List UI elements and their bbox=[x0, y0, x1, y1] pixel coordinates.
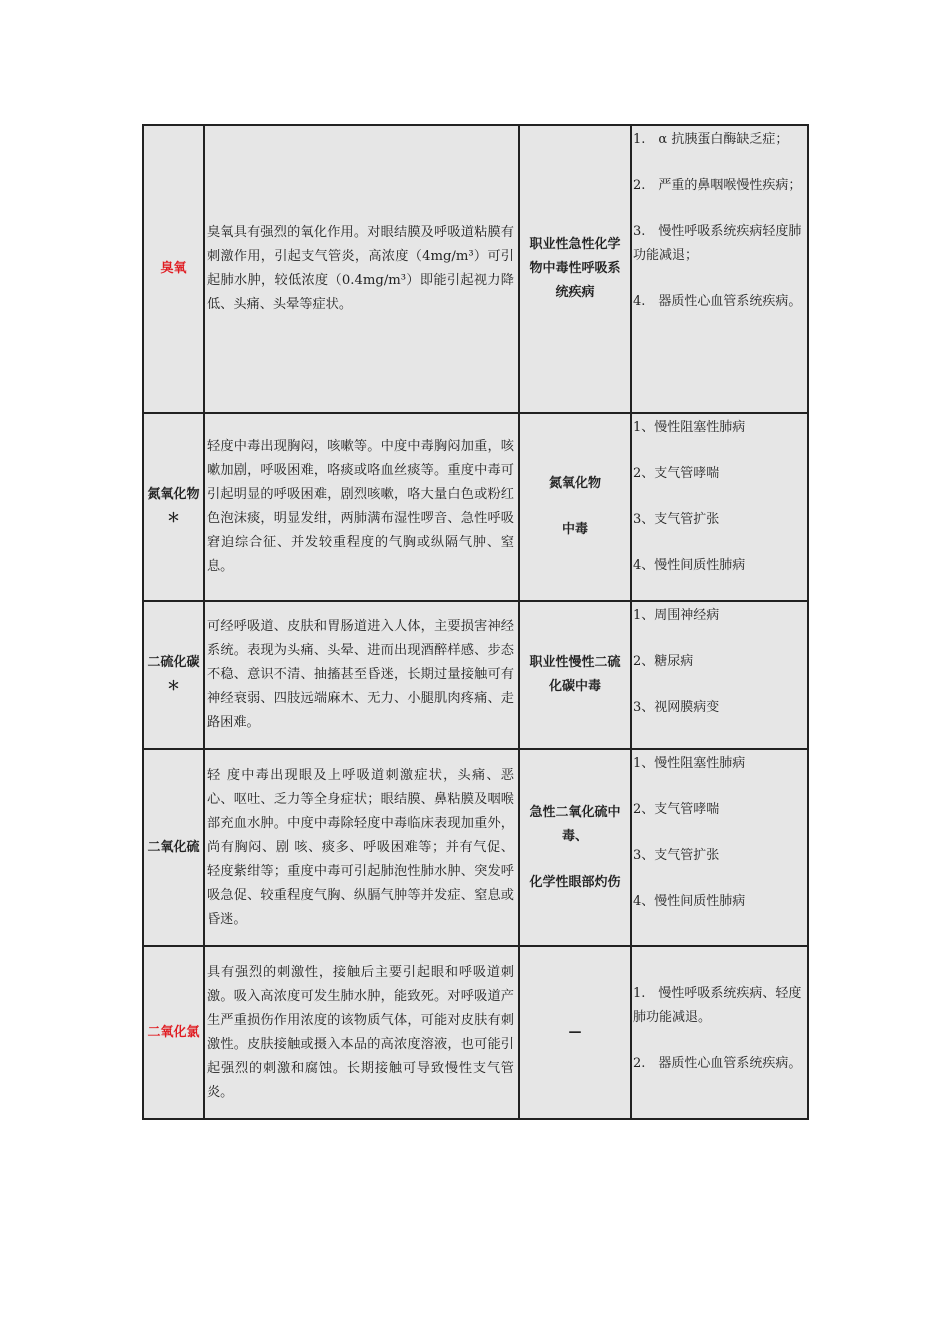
occupational-disease bbox=[519, 601, 631, 749]
hazard-name: 二硫化碳＊ bbox=[143, 601, 204, 749]
hazard-description: 臭氧具有强烈的氧化作用。对眼结膜及呼吸道粘膜有刺激作用，引起支气管炎，高浓度（4mg/m³）可引起肺水肿，较低浓度（0.4mg/m³）即能引起视力降低、头痛、头晕等症状。 bbox=[204, 125, 519, 413]
contraindication-item: 1、慢性阻塞性肺病 bbox=[633, 420, 746, 435]
table-row bbox=[143, 749, 808, 946]
disease-line: 化学性眼部灼伤 bbox=[529, 874, 621, 890]
occupational-disease bbox=[519, 413, 631, 601]
hazard-description: 具有强烈的刺激性，接触后主要引起眼和呼吸道刺激。吸入高浓度可发生肺水肿，能致死。对呼吸道产生严重损伤作用浓度的该物质气体，可能对皮肤有刺激性。皮肤接触或摄入本品的高浓度溶液，也可能引起强烈的刺激和腐蚀。长期接触可导致慢性支气管炎。 bbox=[204, 946, 519, 1119]
hazard-name: 臭氧 bbox=[143, 125, 204, 413]
hazard-description: 轻度中毒出现胸闷，咳嗽等。中度中毒胸闷加重，咳嗽加剧，呼吸困难，咯痰或咯血丝痰等。重度中毒可引起明显的呼吸困难，剧烈咳嗽，咯大量白色或粉红色泡沫痰，明显发绀，两肺满布湿性啰音、急性呼吸窘迫综合征、并发较重程度的气胸或纵隔气肿、窒息。 bbox=[204, 413, 519, 601]
hazard-name: 氮氧化物＊ bbox=[143, 413, 204, 601]
table-row bbox=[143, 125, 808, 413]
contraindication-item: 4. 器质性心血管系统疾病。 bbox=[633, 294, 802, 309]
contraindication-list bbox=[631, 125, 808, 413]
contraindication-item: 3、支气管扩张 bbox=[633, 848, 720, 863]
contraindication-item: 2. 器质性心血管系统疾病。 bbox=[633, 1055, 802, 1071]
contraindication-list bbox=[631, 413, 808, 601]
contraindication-item: 3. 慢性呼吸系统疾病轻度肺功能减退； bbox=[633, 224, 802, 263]
disease-line: 急性二氧化硫中毒、 bbox=[529, 804, 621, 844]
hazard-name: 二氧化硫 bbox=[143, 749, 204, 946]
disease-line: 职业性慢性二硫化碳中毒 bbox=[529, 655, 621, 694]
contraindication-item: 3、支气管扩张 bbox=[633, 512, 720, 527]
hazard-description: 轻 度中毒出现眼及上呼吸道刺激症状，头痛、恶心、呕吐、乏力等全身症状；眼结膜、鼻粘膜及咽喉部充血水肿。中度中毒除轻度中毒临床表现加重外，尚有胸闷、剧 咳、痰多、呼吸困难等；并有气促、轻度紫绀等；重度中毒可引起肺泡性肺水肿、突发呼吸急促、较重程度气胸、纵膈气肿等并发症、窒息或昏迷。 bbox=[204, 749, 519, 946]
occupational-disease bbox=[519, 946, 631, 1119]
contraindication-item: 1. α 抗胰蛋白酶缺乏症； bbox=[633, 132, 789, 147]
occupational-hazard-table bbox=[142, 124, 809, 1120]
table-row bbox=[143, 601, 808, 749]
table-row bbox=[143, 413, 808, 601]
occupational-disease bbox=[519, 749, 631, 946]
disease-line: — bbox=[568, 1024, 582, 1040]
disease-line: 职业性急性化学物中毒性呼吸系统疾病 bbox=[529, 237, 621, 300]
contraindication-item: 4、慢性间质性肺病 bbox=[633, 894, 746, 909]
contraindication-item: 2、支气管哮喘 bbox=[633, 802, 720, 817]
contraindication-item: 4、慢性间质性肺病 bbox=[633, 558, 746, 573]
disease-line: 中毒 bbox=[561, 522, 588, 537]
contraindication-item: 2、糖尿病 bbox=[633, 654, 694, 669]
hazard-name: 二氧化氯 bbox=[143, 946, 204, 1119]
contraindication-item: 1. 慢性呼吸系统疾病、轻度肺功能减退。 bbox=[633, 985, 802, 1025]
contraindication-item: 1、慢性阻塞性肺病 bbox=[633, 756, 746, 771]
hazard-description: 可经呼吸道、皮肤和胃肠道进入人体，主要损害神经系统。表现为头痛、头晕、进而出现酒醉样感、步态不稳、意识不清、抽搐甚至昏迷，长期过量接触可有神经衰弱、四肢远端麻木、无力、小腿肌肉疼痛、走路困难。 bbox=[204, 601, 519, 749]
contraindication-list bbox=[631, 749, 808, 946]
contraindication-list bbox=[631, 946, 808, 1119]
occupational-disease bbox=[519, 125, 631, 413]
contraindication-item: 2、支气管哮喘 bbox=[633, 466, 720, 481]
contraindication-item: 3、视网膜病变 bbox=[633, 700, 720, 715]
contraindication-list bbox=[631, 601, 808, 749]
table-row bbox=[143, 946, 808, 1119]
disease-line: 氮氧化物 bbox=[548, 476, 601, 491]
contraindication-item: 1、周围神经病 bbox=[633, 608, 720, 623]
contraindication-item: 2. 严重的鼻咽喉慢性疾病； bbox=[633, 178, 802, 193]
